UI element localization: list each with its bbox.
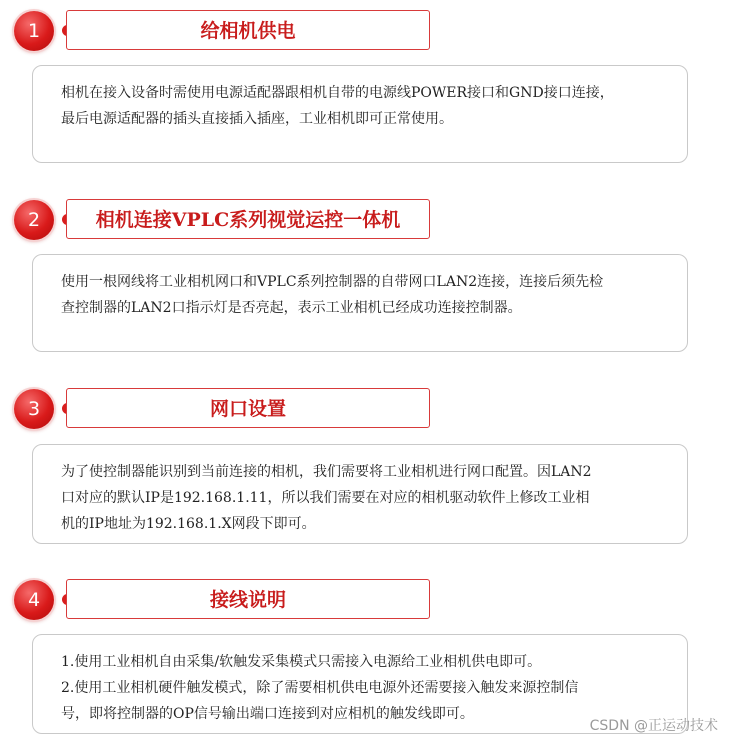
step-content: [32, 444, 688, 544]
content-line: 机的IP地址为192.168.1.X网段下即可。: [61, 516, 316, 532]
step-number-badge: 1: [14, 11, 54, 51]
content-line: 最后电源适配器的插头直接插入插座，工业相机即可正常使用。: [61, 111, 453, 127]
step-title: 给相机供电: [66, 10, 430, 50]
step-number-badge: 2: [14, 200, 54, 240]
content-line: 口对应的默认IP是192.168.1.11，所以我们需要在对应的相机驱动软件上修改工业相: [61, 490, 590, 506]
step-number-badge: 3: [14, 389, 54, 429]
content-line: 查控制器的LAN2口指示灯是否亮起，表示工业相机已经成功连接控制器。: [61, 300, 522, 316]
content-line: 为了使控制器能识别到当前连接的相机，我们需要将工业相机进行网口配置。因LAN2: [61, 464, 592, 480]
step-title: 相机连接VPLC系列视觉运控一体机: [66, 199, 430, 239]
step-content: [32, 254, 688, 352]
content-line: 使用一根网线将工业相机网口和VPLC系列控制器的自带网口LAN2连接，连接后须先检: [61, 274, 604, 290]
step-title: 网口设置: [66, 388, 430, 428]
step-content: [32, 65, 688, 163]
content-line: 号，即将控制器的OP信号输出端口连接到对应相机的触发线即可。: [61, 706, 474, 722]
content-line: 相机在接入设备时需使用电源适配器跟相机自带的电源线POWER接口和GND接口连接，: [61, 85, 614, 101]
content-line: 1.使用工业相机自由采集/软触发采集模式只需接入电源给工业相机供电即可。: [61, 654, 542, 670]
content-line: 2.使用工业相机硬件触发模式，除了需要相机供电电源外还需要接入触发来源控制信: [61, 680, 579, 696]
step-title: 接线说明: [66, 579, 430, 619]
step-number-badge: 4: [14, 580, 54, 620]
watermark: CSDN @正运动技术: [589, 718, 718, 734]
